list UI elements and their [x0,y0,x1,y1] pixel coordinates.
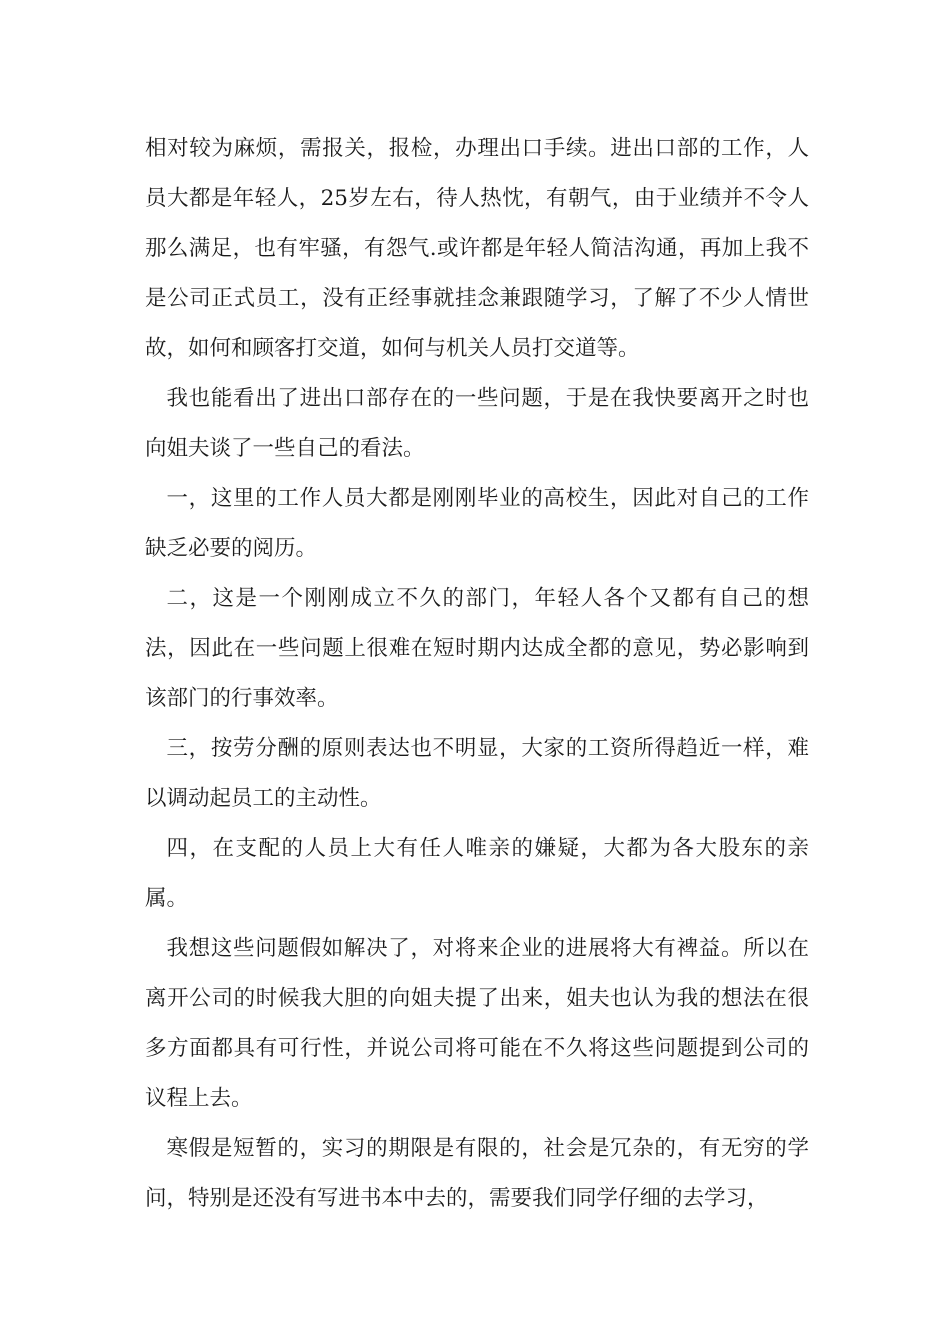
paragraph-4: 二，这是一个刚刚成立不久的部门，年轻人各个又都有自己的想法，因此在一些问题上很难在短时期内达成全都的意见，势必影响到该部门的行事效率。 [145,586,809,711]
document-body [145,124,809,1224]
paragraph-3: 一，这里的工作人员大都是刚刚毕业的高校生，因此对自己的工作缺乏必要的阅历。 [145,486,809,561]
paragraph-8: 寒假是短暂的，实习的期限是有限的，社会是冗杂的，有无穷的学问，特别是还没有写进书本中去的，需要我们同学仔细的去学习， [145,1136,809,1211]
paragraph-1: 相对较为麻烦，需报关，报检，办理出口手续。进出口部的工作，人员大都是年轻人，25岁左右，待人热忱，有朝气，由于业绩并不令人那么满足，也有牢骚，有怨气.或许都是年轻人简洁沟通，再加上我不是公司正式员工，没有正经事就挂念兼跟随学习，了解了不少人情世故，如何和顾客打交道，如何与机关人员打交道等。 [145,136,809,361]
paragraph-6: 四，在支配的人员上大有任人唯亲的嫌疑，大都为各大股东的亲属。 [145,836,809,911]
paragraph-2: 我也能看出了进出口部存在的一些问题，于是在我快要离开之时也向姐夫谈了一些自己的看法。 [145,386,809,461]
paragraph-5: 三，按劳分酬的原则表达也不明显，大家的工资所得趋近一样，难以调动起员工的主动性。 [145,736,809,811]
paragraph-7: 我想这些问题假如解决了，对将来企业的进展将大有裨益。所以在离开公司的时候我大胆的向姐夫提了出来，姐夫也认为我的想法在很多方面都具有可行性，并说公司将可能在不久将这些问题提到公司的议程上去。 [145,936,809,1111]
